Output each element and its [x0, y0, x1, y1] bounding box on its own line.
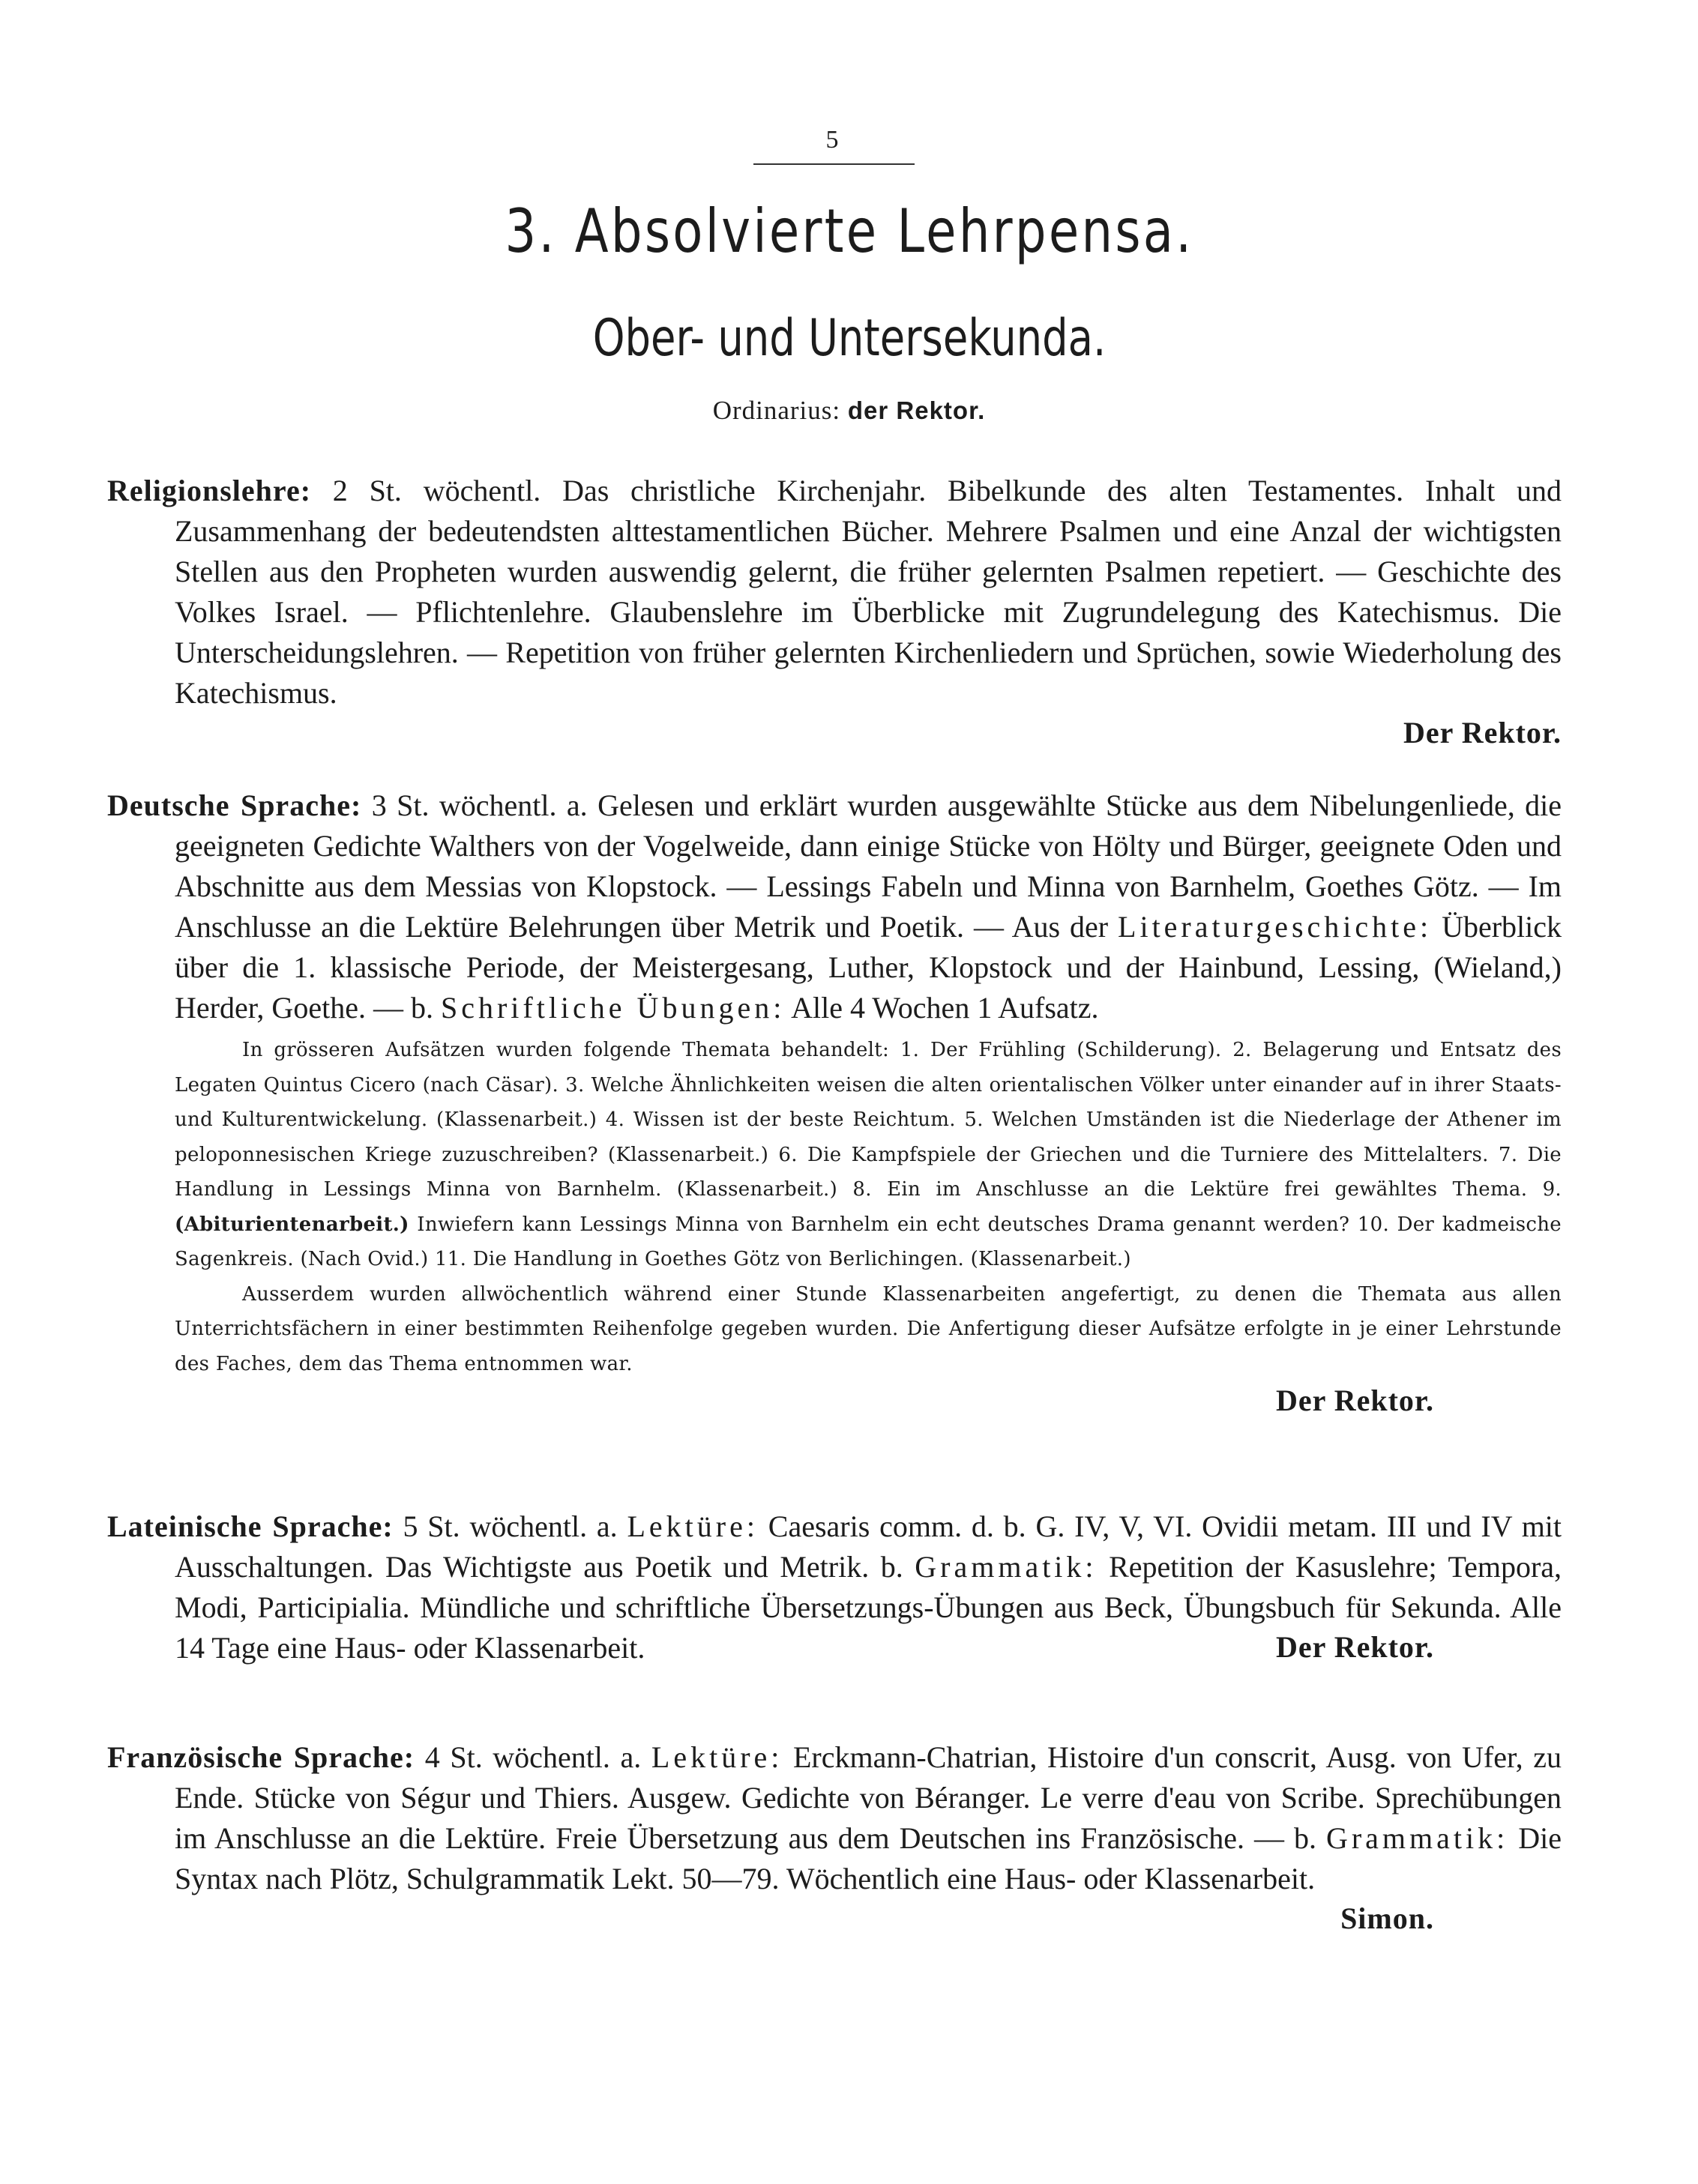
latein-text-b: Caesaris comm. d. b. G. IV, V, VI. Ovidii metam. III und IV mit Ausschaltungen. Das Wichtigste aus Poetik und Metrik. b.: [175, 1509, 1562, 1584]
religion-signature: Der Rektor.: [1403, 716, 1562, 749]
essays-rest: Inwiefern kann Lessings Minna von Barnhelm ein echt deutsches Drama genannt werden? 10. Der kadmeische Sagenkreis. (Nach Ovid.) 11. Die Handlung in Goethes Götz von Berlichingen. (Klassenarbeit.): [175, 1213, 1562, 1270]
ordinarius-name: der Rektor.: [847, 396, 986, 424]
latein-gram-label: Grammatik:: [915, 1550, 1098, 1584]
deutsch-text-b: Überblick über die 1. klassische Periode, der Meistergesang, Luther, Klopstock und der Hainbund, Lessing, (Wieland,) Herder, Goethe. — b.: [175, 910, 1562, 1025]
latein-lekt-label: Lektüre:: [627, 1509, 759, 1543]
ordinarius-line: [0, 396, 1698, 426]
franzoesisch-paragraph: [107, 1737, 1562, 1899]
ordinarius-label: Ordinarius:: [712, 396, 841, 425]
latein-text-c: Repetition der Kasuslehre; Tempora, Modi, Participialia. Mündliche und schriftliche Übersetzungs-Übungen aus Beck, Übungsbuch für Sekunda. Alle 14 Tage eine Haus- oder Klassenarbeit.: [175, 1550, 1562, 1665]
deutsch-paragraph: [107, 785, 1562, 1028]
franzoesisch-gram-label: Grammatik:: [1325, 1821, 1509, 1855]
latein-text-a: 5 St. wöchentl. a.: [403, 1509, 618, 1543]
essays-intro: In grösseren Aufsätzen wurden folgende Themata behandelt: 1. Der Frühling (Schilderung). 2. Belagerung und Entsatz des Legaten Quintus Cicero (nach Cäsar). 3. Welche Ähnlichkeiten weisen die alten orientalischen Völker unter einander auf in ihrer Staats- und Kulturentwickelung. (Klassenarbeit.) 4. Wissen ist der beste Reichtum. 5. Welchen Umständen ist die Niederlage der Athener im peloponnesischen Kriege zuzuschreiben? (Klassenarbeit.) 6. Die Kampfspiele der Griechen und die Turniere des Mittelalters. 7. Die Handlung in Lessings Minna von Barnhelm. (Klassenarbeit.) 8. Ein im Anschlusse an die Lektüre frei gewähltes Thema. 9.: [175, 1039, 1562, 1201]
deutsch-signature: Der Rektor.: [1276, 1384, 1434, 1417]
franzoesisch-text-b: Erckmann-Chatrian, Histoire d'un conscrit, Ausg. von Ufer, zu Ende. Stücke von Ségur und Thiers. Ausgew. Gedichte von Béranger. Le verre d'eau von Scribe. Sprechübungen im Anschlusse an die Lektüre. Freie Übersetzung aus dem Deutschen ins Französische. — b.: [175, 1740, 1562, 1855]
deutsch-subject: Deutsche Sprache:: [107, 788, 362, 822]
page-title: 3. Absolvierte Lehrpensa.: [505, 196, 1194, 266]
religion-subject: Religionslehre:: [107, 474, 312, 507]
deutsch-lit-label: Literaturgeschichte:: [1118, 910, 1433, 944]
religion-text: 2 St. wöchentl. Das christliche Kirchenjahr. Bibelkunde des alten Testamentes. Inhalt und Zusammenhang der bedeutendsten alttestamentlichen Bücher. Mehrere Psalmen und eine Anzal der wichtigsten Stellen aus den Propheten wurden auswendig gelernt, die früher gelernten Psalmen repetiert. — Geschichte des Volkes Israel. — Pflichtenlehre. Glaubenslehre im Überblicke mit Zugrundelegung des Katechismus. Die Unterscheidungslehren. — Repetition von früher gelernten Kirchenliedern und Sprüchen, sowie Wiederholung des Katechismus.: [175, 474, 1562, 710]
franzoesisch-lekt-label: Lektüre:: [651, 1740, 783, 1774]
extra-text: Ausserdem wurden allwöchentlich während einer Stunde Klassenarbeiten angefertigt, zu denen die Themata aus allen Unterrichtsfächern in einer bestimmten Reihenfolge gegeben wurden. Die Anfertigung dieser Aufsätze erfolgte in je einer Lehrstunde des Faches, dem das Thema entnommen war.: [175, 1282, 1562, 1375]
page-number-rule: [753, 163, 915, 165]
franzoesisch-subject: Französische Sprache:: [107, 1740, 415, 1774]
section-latein: [107, 1506, 1562, 1665]
religion-paragraph: [107, 471, 1562, 714]
franzoesisch-text-a: 4 St. wöchentl. a.: [424, 1740, 642, 1774]
franzoesisch-text-c: Die Syntax nach Plötz, Schulgrammatik Lekt. 50—79. Wöchentlich eine Haus- oder Klassenarbeit.: [175, 1821, 1562, 1895]
section-franzoesisch: [107, 1737, 1562, 1936]
deutsch-text-c: Alle 4 Wochen 1 Aufsatz.: [791, 991, 1099, 1025]
latein-signature: Der Rektor.: [1276, 1630, 1434, 1664]
deutsch-essays: [107, 1033, 1562, 1277]
page-number: 5: [825, 126, 839, 154]
section-deutsch: [107, 785, 1562, 1418]
section-religion: [107, 471, 1562, 750]
deutsch-extra: [107, 1277, 1562, 1382]
latein-subject: Lateinische Sprache:: [107, 1509, 394, 1543]
essays-abitur: (Abiturientenarbeit.): [175, 1213, 409, 1236]
class-heading: Ober- und Untersekunda.: [592, 309, 1107, 368]
franzoesisch-signature: Simon.: [1340, 1901, 1434, 1935]
deutsch-text-a: 3 St. wöchentl. a. Gelesen und erklärt wurden ausgewählte Stücke aus dem Nibelungenliede, die geeigneten Gedichte Walthers von der Vogelweide, dann einige Stücke von Hölty und Bürger, geeignete Oden und Abschnitte aus dem Messias von Klopstock. — Lessings Fabeln und Minna von Barnhelm, Goethes Götz. — Im Anschlusse an die Lektüre Belehrungen über Metrik und Poetik. — Aus der: [175, 788, 1562, 944]
deutsch-ueb-label: Schriftliche Übungen:: [440, 991, 786, 1025]
